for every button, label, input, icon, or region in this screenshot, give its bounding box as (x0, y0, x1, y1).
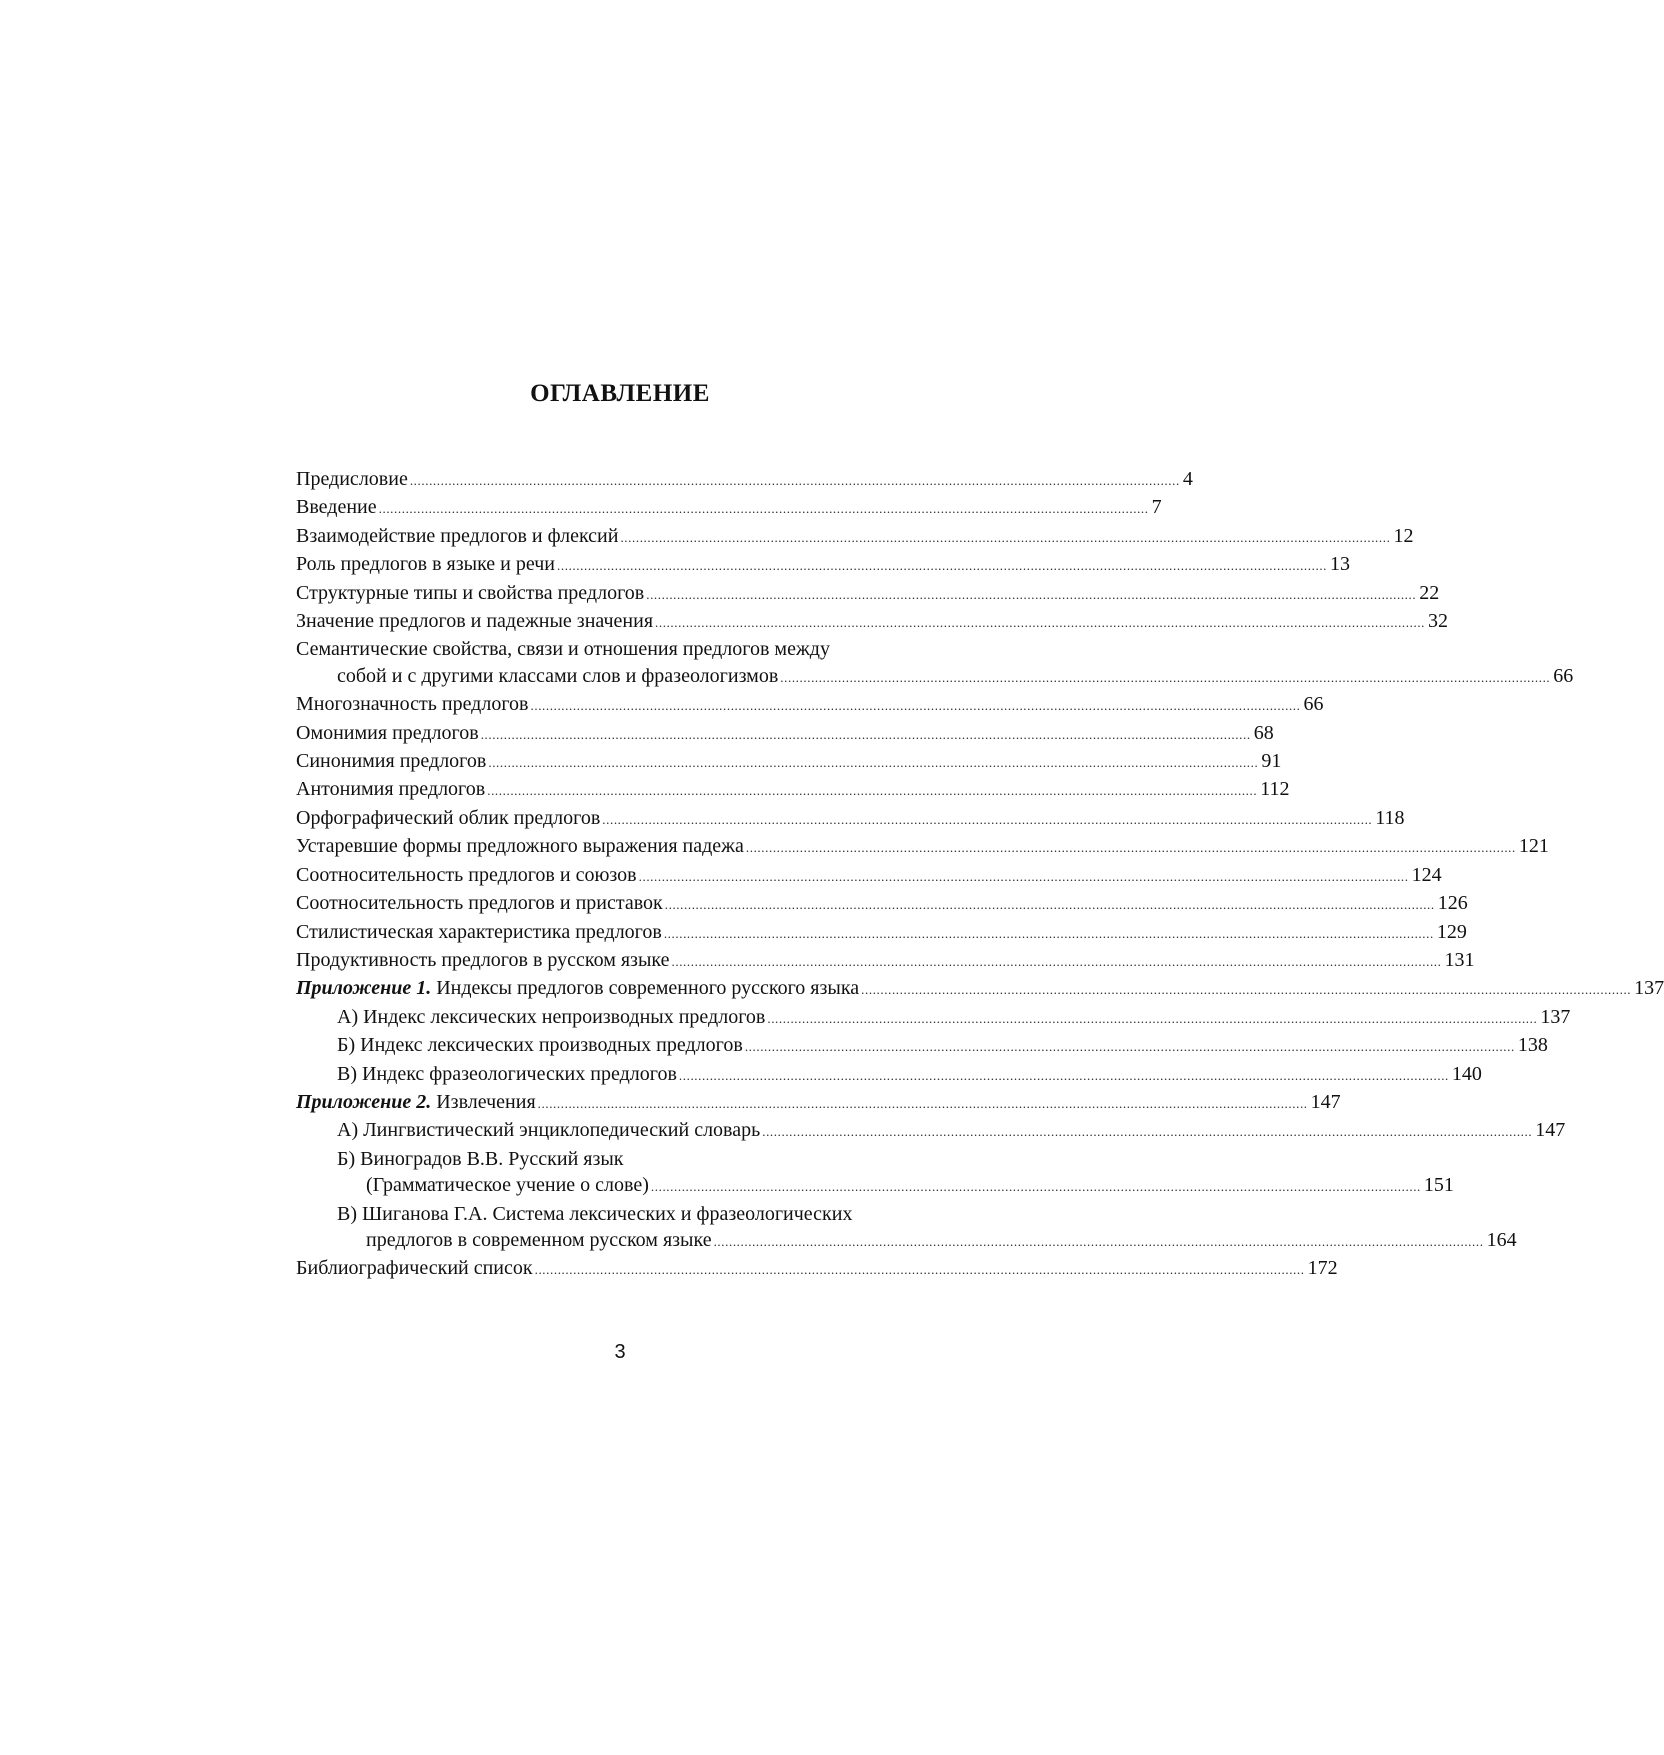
page-title: ОГЛАВЛЕНИЕ (530, 380, 710, 407)
toc-entry-appendix-2c[interactable] (296, 1227, 1517, 1255)
dot-leader: ........................................................................................................................................................................................................ (646, 586, 1417, 602)
toc-entry-label: Многозначность предлогов (296, 693, 529, 716)
toc-entry-label: Предисловие (296, 468, 408, 490)
dot-leader: ........................................................................................................................................................................................................ (537, 1095, 1308, 1111)
dot-leader: ........................................................................................................................................................................................................ (655, 615, 1426, 631)
dot-leader: ........................................................................................................................................................................................................ (557, 558, 1328, 574)
dot-leader: ........................................................................................................................................................................................................ (663, 925, 1434, 941)
toc-entry-label: Соотносительность предлогов и союзов (296, 863, 637, 886)
toc-entry-label: А) Лингвистический энциклопедический словарь (337, 1119, 761, 1142)
page-number: 3 (614, 1341, 626, 1363)
toc-entry-appendix-2c-line1[interactable]: В) Шиганова Г.А. Система лексических и фразеологических (337, 1202, 853, 1225)
toc-entry-page: 91 (1261, 750, 1282, 773)
toc-entry-introduction[interactable] (296, 494, 1162, 522)
toc-entry-obsolete-forms[interactable] (296, 833, 1549, 861)
toc-entry-meaning[interactable] (296, 608, 1449, 636)
toc-entry-role[interactable] (296, 551, 1351, 579)
toc-entry-label: предлогов в современном русском языке (366, 1228, 712, 1251)
appendix-title: Индексы предлогов современного русского языка (431, 977, 860, 1000)
toc-entry-page: 131 (1444, 948, 1475, 971)
toc-entry-page: 137 (1540, 1005, 1571, 1028)
toc-entry-label: В) Индекс фразеологических предлогов (337, 1062, 677, 1085)
dot-leader: ........................................................................................................................................................................................................ (671, 953, 1442, 969)
toc-entry-page: 4 (1182, 468, 1193, 490)
toc-entry-page: 118 (1375, 806, 1405, 829)
toc-entry-label (296, 975, 859, 1001)
dot-leader: ........................................................................................................................................................................................................ (762, 1124, 1533, 1140)
toc-entry-label: Б) Индекс лексических производных предлогов (337, 1034, 743, 1057)
toc-entry-label: Роль предлогов в языке и речи (296, 553, 556, 576)
toc-entry-label: (Грамматическое учение о слове) (366, 1174, 649, 1197)
toc-entry-label: Введение (296, 496, 377, 519)
toc-entry-page: 129 (1436, 920, 1467, 943)
toc-entry-page: 151 (1423, 1174, 1454, 1197)
toc-entry-appendix-1[interactable] (296, 975, 1664, 1003)
toc-entry-label: Стилистическая характеристика предлогов (296, 920, 662, 943)
toc-entry-polysemy[interactable] (296, 691, 1324, 719)
toc-entry-orthography[interactable] (296, 805, 1405, 833)
toc-entry-appendix-1c[interactable] (296, 1061, 1482, 1089)
dot-leader: ........................................................................................................................................................................................................ (678, 1067, 1449, 1083)
toc-entry-productivity[interactable] (296, 947, 1475, 975)
toc-entry-page: 124 (1411, 863, 1442, 886)
toc-entry-page: 32 (1428, 610, 1449, 633)
dot-leader: ........................................................................................................................................................................................................ (620, 529, 1391, 545)
dot-leader: ........................................................................................................................................................................................................ (602, 811, 1373, 827)
toc-entry-homonymy[interactable] (296, 720, 1274, 748)
toc-entry-page: 164 (1486, 1228, 1517, 1251)
toc-entry-label: собой и с другими классами слов и фразеологизмов (337, 664, 779, 687)
dot-leader: ........................................................................................................................................................................................................ (745, 840, 1516, 856)
dot-leader: ........................................................................................................................................................................................................ (664, 897, 1435, 913)
toc-entry-page: 13 (1330, 553, 1351, 576)
toc-entry-interaction[interactable] (296, 523, 1414, 551)
toc-entry-label: Структурные типы и свойства предлогов (296, 581, 645, 604)
dot-leader: ........................................................................................................................................................................................................ (638, 868, 1409, 884)
toc-entry-bibliography[interactable] (296, 1255, 1338, 1283)
toc-entry-label (296, 1089, 536, 1115)
dot-leader: ........................................................................................................................................................................................................ (378, 501, 1149, 517)
toc-entry-label: Библиографический список (296, 1257, 533, 1280)
toc-entry-appendix-1a[interactable] (296, 1004, 1571, 1032)
dot-leader: ........................................................................................................................................................................................................ (861, 982, 1632, 998)
dot-leader: ........................................................................................................................................................................................................ (488, 755, 1259, 771)
toc-entry-preface[interactable] (296, 466, 1193, 494)
toc-entry-semantic[interactable] (296, 663, 1574, 691)
appendix-prefix: Приложение 2. (296, 1090, 432, 1113)
toc-entry-page: 22 (1419, 581, 1440, 604)
toc-entry-appendix-2b[interactable] (296, 1172, 1454, 1200)
toc-entry-appendix-2a[interactable] (296, 1117, 1566, 1145)
toc-entry-label: Орфографический облик предлогов (296, 806, 601, 829)
toc-entry-page: 12 (1393, 524, 1414, 547)
toc-entry-label: Синонимия предлогов (296, 750, 487, 773)
toc-entry-appendix-2[interactable] (296, 1089, 1341, 1117)
dot-leader: ........................................................................................................................................................................................................ (487, 783, 1258, 799)
toc-entry-page: 68 (1253, 721, 1274, 744)
toc-entry-synonymy[interactable] (296, 748, 1282, 776)
toc-entry-label: Устаревшие формы предложного выражения падежа (296, 835, 744, 858)
toc-entry-label: Продуктивность предлогов в русском языке (296, 948, 670, 971)
toc-entry-appendix-2b-line1[interactable]: Б) Виноградов В.В. Русский язык (337, 1147, 624, 1170)
toc-entry-label: Значение предлогов и падежные значения (296, 610, 654, 633)
dot-leader: ........................................................................................................................................................................................................ (480, 726, 1251, 742)
toc-entry-page: 140 (1451, 1062, 1482, 1085)
toc-entry-label: Соотносительность предлогов и приставок (296, 892, 663, 915)
dot-leader: ........................................................................................................................................................................................................ (650, 1179, 1421, 1195)
toc-entry-appendix-1b[interactable] (296, 1032, 1548, 1060)
dot-leader: ........................................................................................................................................................................................................ (530, 698, 1301, 714)
toc-entry-label: Антонимия предлогов (296, 778, 486, 801)
toc-entry-page: 112 (1260, 778, 1290, 801)
toc-entry-page: 147 (1310, 1090, 1341, 1113)
toc-entry-page: 7 (1151, 496, 1162, 519)
toc-entry-label: Омонимия предлогов (296, 721, 479, 744)
toc-entry-page: 138 (1517, 1034, 1548, 1057)
toc-entry-semantic-line1[interactable]: Семантические свойства, связи и отношения предлогов между (296, 638, 830, 661)
toc-entry-prefixes[interactable] (296, 890, 1468, 918)
toc-entry-label: А) Индекс лексических непроизводных предлогов (337, 1005, 766, 1028)
toc-entry-antonymy[interactable] (296, 776, 1290, 804)
dot-leader: ........................................................................................................................................................................................................ (767, 1010, 1538, 1026)
toc-entry-page: 121 (1518, 835, 1549, 858)
toc-entry-structural-types[interactable] (296, 580, 1440, 608)
toc-entry-page: 147 (1535, 1119, 1566, 1142)
toc-entry-page: 172 (1307, 1257, 1338, 1280)
dot-leader: ........................................................................................................................................................................................................ (780, 669, 1551, 685)
appendix-prefix: Приложение 1. (296, 977, 432, 1000)
toc-entry-page: 66 (1553, 664, 1574, 687)
table-of-contents (296, 466, 1664, 1284)
dot-leader: ........................................................................................................................................................................................................ (409, 473, 1180, 488)
toc-entry-page: 137 (1634, 977, 1664, 1000)
toc-entry-page: 66 (1303, 693, 1324, 716)
dot-leader: ........................................................................................................................................................................................................ (713, 1233, 1484, 1249)
dot-leader: ........................................................................................................................................................................................................ (744, 1039, 1515, 1055)
dot-leader: ........................................................................................................................................................................................................ (534, 1262, 1305, 1278)
toc-entry-stylistics[interactable] (296, 919, 1467, 947)
toc-entry-label: Взаимодействие предлогов и флексий (296, 524, 619, 547)
toc-entry-conjunctions[interactable] (296, 862, 1442, 890)
appendix-title: Извлечения (431, 1090, 536, 1113)
toc-entry-page: 126 (1437, 892, 1468, 915)
